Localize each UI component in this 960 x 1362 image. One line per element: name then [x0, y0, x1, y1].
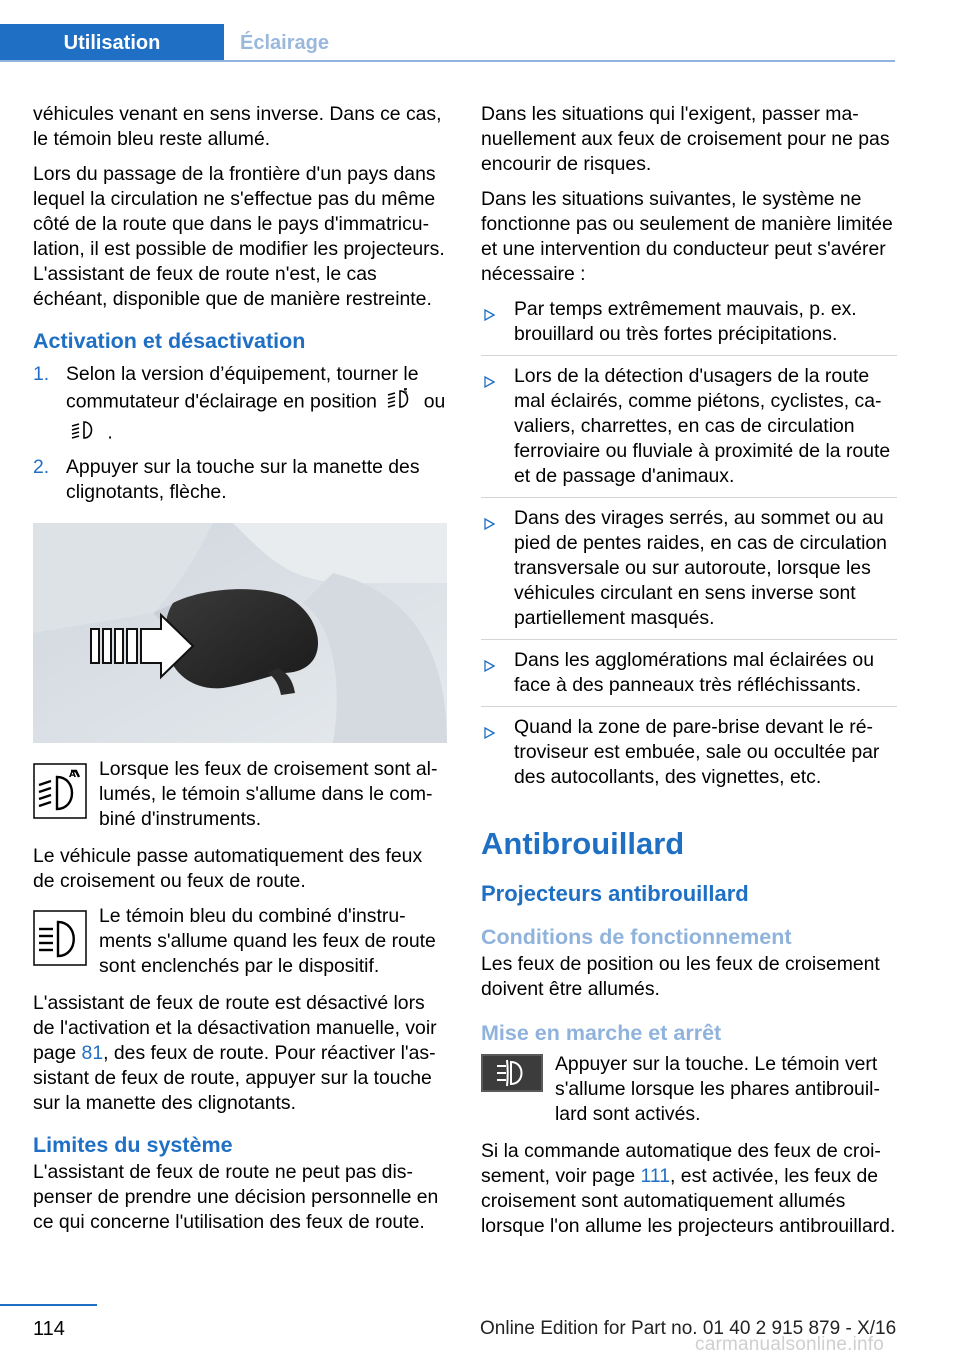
- step-number: 1.: [33, 363, 50, 385]
- text-span: , est activée, les feux de croisement sont automatiquement allumés lorsque l'on allume les projecteurs antibrouillard.: [481, 1165, 896, 1237]
- indicator-row-high-beam: [33, 904, 449, 979]
- list-item: [481, 364, 897, 498]
- page-header: [0, 0, 895, 64]
- auto-headlight-icon: [386, 387, 414, 418]
- text-span: , des feux de route. Pour réactiver l'assistant de feux de route, appuyer sur la touche sur la manette des clignotants.: [33, 1042, 436, 1114]
- page-link-81[interactable]: 81: [81, 1042, 104, 1064]
- fog-light-button-icon: [481, 1054, 543, 1099]
- heading-antibrouillard: Antibrouillard: [481, 826, 685, 861]
- page-number: 114: [33, 1318, 65, 1340]
- list-item: [481, 648, 897, 707]
- low-beam-icon: [70, 418, 98, 449]
- indicator-description: Le témoin bleu du combiné d'instruments s'allume quand les feux de route sont enclenchés par le dispositif.: [99, 905, 436, 977]
- heading-limites: Limites du système: [33, 1133, 233, 1157]
- limitations-list: [481, 297, 897, 798]
- list-item: [481, 506, 897, 640]
- list-item-text: Par temps extrêmement mauvais, p. ex. brouillard ou très fortes précipitations.: [514, 298, 857, 345]
- section-tab-utilisation: Utilisation: [0, 24, 224, 62]
- text-span: L'assistant de feux de route est désactivé lors de l'activation et la désactivation manuelle, voir page: [33, 992, 437, 1064]
- list-item-text: Quand la zone de pare-brise devant le rétroviseur est embuée, sale ou occultée par des autocollants, des vignettes, etc.: [514, 716, 880, 788]
- paragraph: Les feux de position ou les feux de croisement doivent être allumés.: [481, 953, 880, 1000]
- right-column: [481, 102, 897, 1249]
- page-number-divider: [0, 1304, 97, 1306]
- paragraph: Dans les situations suivantes, le système ne fonctionne pas ou seulement de manière limitée et une intervention du conducteur peut s'avérer nécessaire :: [481, 188, 893, 285]
- triangle-bullet-icon: [483, 654, 495, 679]
- triangle-bullet-icon: [483, 303, 495, 328]
- list-item-text: Dans les agglomérations mal éclairées ou face à des panneaux très réfléchissants.: [514, 649, 874, 696]
- list-item-text: Lors de la détection d'usagers de la route mal éclairés, comme piétons, cyclistes, cavaliers, charrettes, en cas de circulation ferroviaire ou fluviale à proximité de la route et de passage d'animaux.: [514, 365, 891, 487]
- step-text: Selon la version d’équipement, tourner le commutateur d'éclairage en position: [66, 363, 419, 413]
- heading-projecteurs: Projecteurs antibrouillard: [481, 881, 749, 906]
- paragraph: véhicules venant en sens inverse. Dans ce cas, le témoin bleu reste allumé.: [33, 103, 442, 150]
- fog-button-description: Appuyer sur la touche. Le témoin vert s'allume lorsque les phares antibrouillard sont activés.: [555, 1053, 880, 1125]
- header-divider: [0, 60, 895, 62]
- list-item: [481, 297, 897, 356]
- edition-footer: Online Edition for Part no. 01 40 2 915 879 - X/16: [480, 1318, 897, 1339]
- high-beam-indicator-icon: [33, 910, 87, 973]
- watermark: carmanualsonline.info: [695, 1334, 885, 1355]
- triangle-bullet-icon: [483, 370, 495, 395]
- triangle-bullet-icon: [483, 721, 495, 746]
- paragraph-auto-lights: [481, 1139, 897, 1239]
- triangle-bullet-icon: [483, 512, 495, 537]
- fog-light-button-row: [481, 1052, 897, 1127]
- heading-mise-en-marche: Mise en marche et arrêt: [481, 1021, 722, 1045]
- heading-activation: Activation et désactivation: [33, 329, 306, 353]
- paragraph: Dans les situations qui l'exigent, passer manuellement aux feux de croisement pour ne pas encourir de risques.: [481, 103, 890, 175]
- heading-conditions: Conditions de fonctionnement: [481, 925, 792, 949]
- paragraph: L'assistant de feux de route ne peut pas dispenser de prendre une décision personnelle en ce qui concerne l'utilisation des feux de route.: [33, 1161, 439, 1233]
- step-text-end: .: [107, 421, 113, 444]
- indicator-description: Lorsque les feux de croisement sont allumés, le témoin s'allume dans le combiné d'instruments.: [99, 758, 438, 830]
- svg-text:A: A: [69, 770, 76, 780]
- page-link-111[interactable]: 111: [640, 1165, 671, 1187]
- step-number: 2.: [33, 456, 50, 478]
- high-beam-assistant-indicator-icon: [33, 763, 87, 826]
- step-item: [33, 455, 449, 505]
- step-text-or: ou: [423, 390, 446, 413]
- list-item-text: Dans des virages serrés, au sommet ou au pied de pentes raides, en cas de circulation transversale ou sur autoroute, lorsque les véhicules circulant en sens inverse sont partiellement masqués.: [514, 507, 887, 629]
- indicator-row-low-beam: [33, 757, 449, 832]
- list-item: [481, 715, 897, 798]
- steps-list: [33, 362, 449, 505]
- step-item: [33, 362, 449, 449]
- left-column: [33, 102, 449, 1245]
- paragraph: Lors du passage de la frontière d'un pays dans lequel la circulation ne s'effectue pas du même côté de la route que dans le pays d'immatriculation, il est possible de modifier les projecteurs. L'assistant de feux de route n'est, le cas échéant, disponible que de manière restreinte.: [33, 163, 445, 310]
- svg-text:A: A: [403, 388, 408, 395]
- turn-signal-lever-photo: [33, 523, 447, 743]
- paragraph: Le véhicule passe automatiquement des feux de croisement ou feux de route.: [33, 845, 423, 892]
- text-span: Si la commande automatique des feux de croisement, voir page: [481, 1140, 881, 1187]
- paragraph-deactivation: [33, 991, 449, 1116]
- section-tab-eclairage: Éclairage: [240, 31, 329, 54]
- step-text: Appuyer sur la touche sur la manette des clignotants, flèche.: [66, 456, 420, 503]
